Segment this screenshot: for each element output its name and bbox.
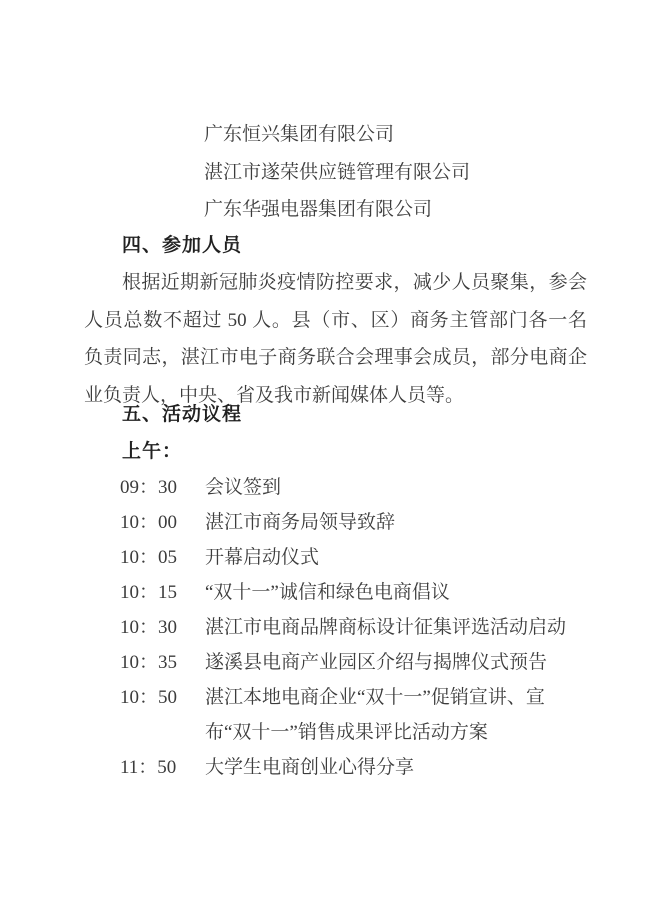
agenda-list <box>84 470 587 785</box>
agenda-row <box>120 505 587 540</box>
agenda-activity <box>205 750 587 785</box>
agenda-row <box>120 645 587 680</box>
agenda-row <box>120 680 587 750</box>
agenda-row <box>120 540 587 575</box>
company-list <box>84 116 587 229</box>
agenda-activity-line: 遂溪县电商产业园区介绍与揭牌仪式预告 <box>205 652 548 673</box>
agenda-activity <box>205 645 587 680</box>
agenda-time: 10：05 <box>120 547 178 568</box>
agenda-activity-line: 开幕启动仪式 <box>205 547 320 568</box>
agenda-subheading-morning: 上午： <box>122 441 183 462</box>
agenda-activity <box>205 680 587 750</box>
agenda-activity-line: 布“双十一”销售成果评比活动方案 <box>205 722 488 743</box>
section-heading-agenda: 五、活动议程 <box>122 403 243 425</box>
agenda-activity <box>205 505 587 540</box>
company-list-item: 广东华强电器集团有限公司 <box>204 199 433 220</box>
agenda-activity-line: 湛江市商务局领导致辞 <box>205 512 396 533</box>
agenda-activity <box>205 610 587 645</box>
agenda-time: 10：50 <box>120 687 178 708</box>
section-heading-participants: 四、参加人员 <box>122 234 243 256</box>
agenda-row <box>120 750 587 785</box>
agenda-activity <box>205 575 587 610</box>
agenda-row <box>120 575 587 610</box>
agenda-time: 10：15 <box>120 582 178 603</box>
agenda-activity-line: 会议签到 <box>205 477 282 498</box>
agenda-activity-line: 湛江本地电商企业“双十一”促销宣讲、宣 <box>205 687 545 708</box>
agenda-time: 09：30 <box>120 477 178 498</box>
agenda-time: 11：50 <box>120 757 177 778</box>
agenda-activity-line: 湛江市电商品牌商标设计征集评选活动启动 <box>205 617 567 638</box>
agenda-time: 10：35 <box>120 652 178 673</box>
agenda-activity-line: 大学生电商创业心得分享 <box>205 757 415 778</box>
company-list-item: 湛江市遂荣供应链管理有限公司 <box>204 161 471 183</box>
agenda-activity <box>205 540 587 575</box>
agenda-row <box>120 470 587 505</box>
agenda-time: 10：00 <box>120 512 178 533</box>
company-list-item: 广东恒兴集团有限公司 <box>204 124 395 145</box>
agenda-row <box>120 610 587 645</box>
agenda-activity-line: “双十一”诚信和绿色电商倡议 <box>205 582 450 603</box>
agenda-activity <box>205 470 587 505</box>
participants-paragraph: 根据近期新冠肺炎疫情防控要求，减少人员聚集，参会人员总数不超过 50 人。县（市、区）商务主管部门各一名负责同志，湛江市电子商务联合会理事会成员，部分电商企业负责人，中央、省及我市新闻媒体人员等。 <box>84 272 587 406</box>
agenda-time: 10：30 <box>120 617 178 638</box>
